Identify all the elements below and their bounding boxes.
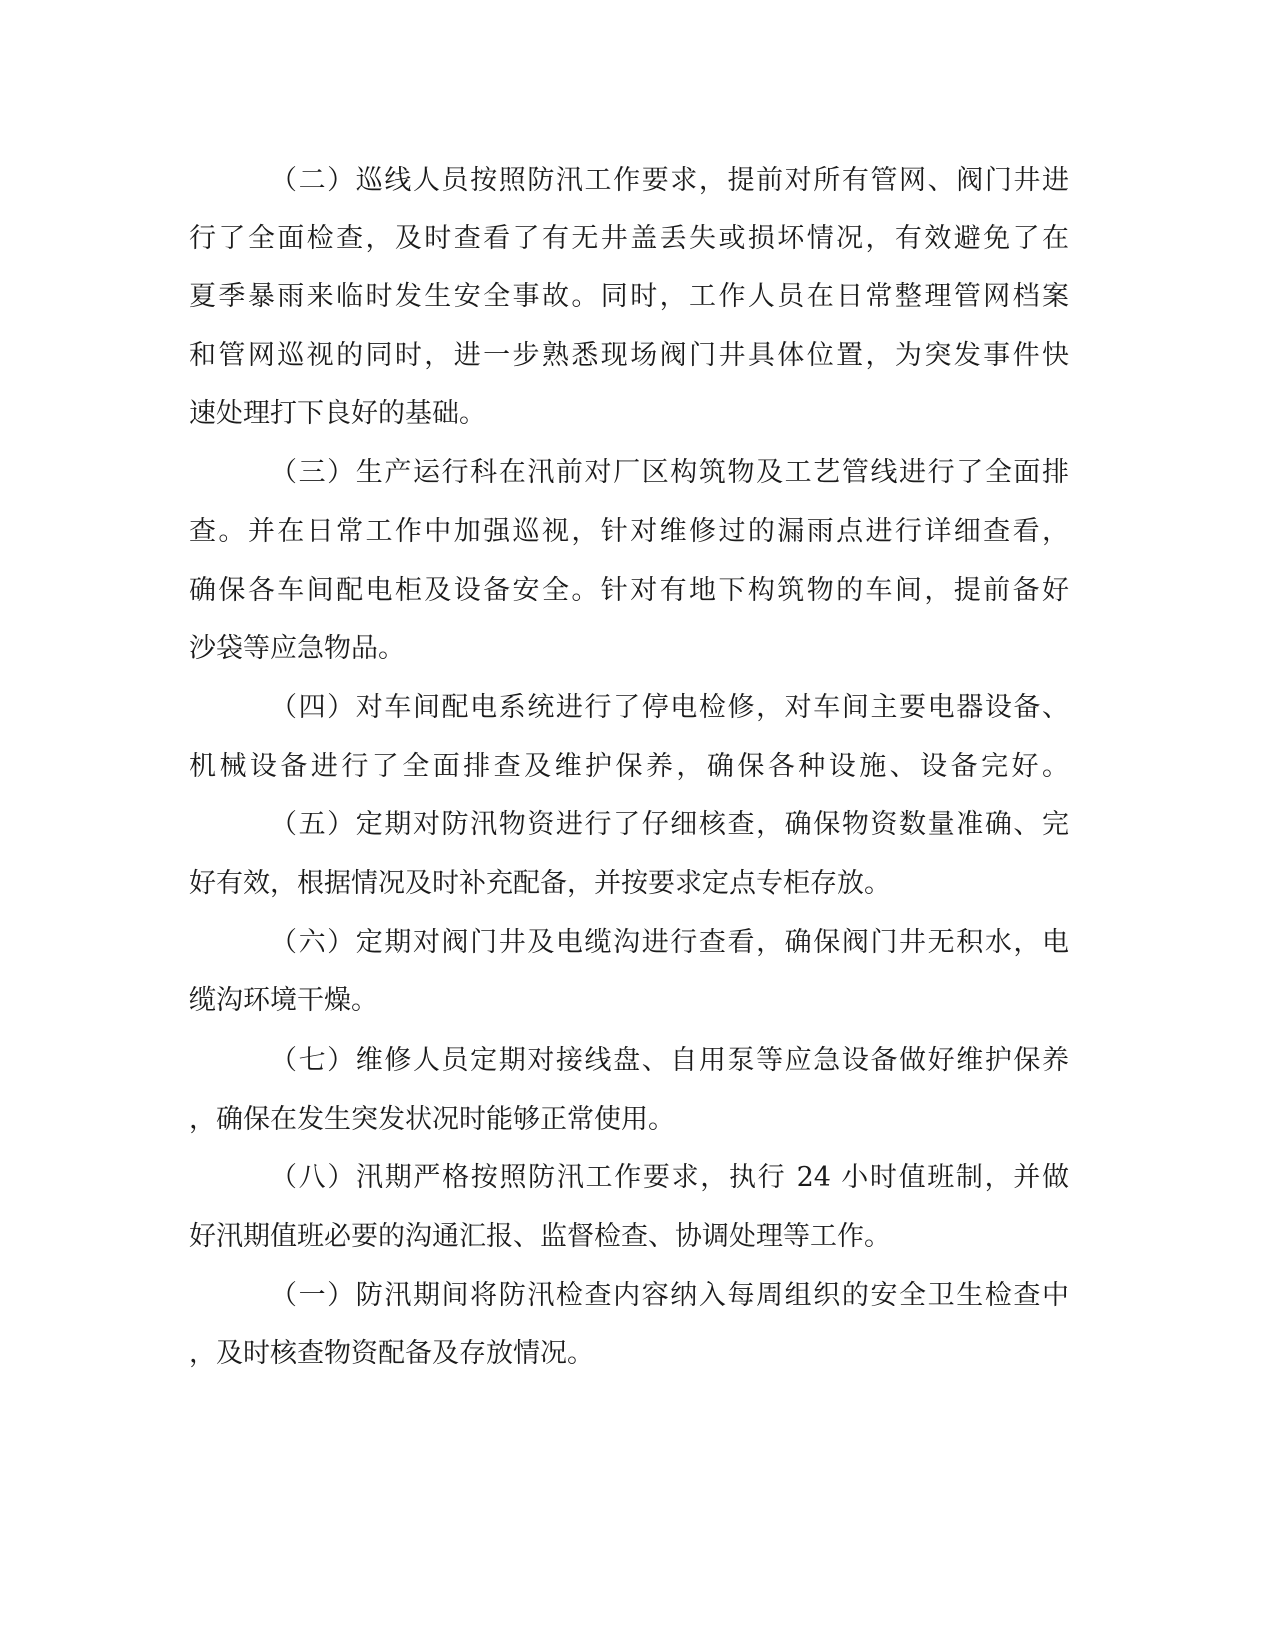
paragraph-1-line-1: （二）巡线人员按照防汛工作要求，提前对所有管网、阀门井进 xyxy=(270,165,1069,196)
paragraph-2-line-1: （三）生产运行科在汛前对厂区构筑物及工艺管线进行了全面排 xyxy=(270,457,1069,488)
paragraph-5-line-1: （六）定期对阀门井及电缆沟进行查看，确保阀门井无积水，电 xyxy=(270,927,1069,958)
paragraph-6-line-2: ，确保在发生突发状况时能够正常使用。 xyxy=(189,1104,675,1135)
paragraph-7-line-2: 好汛期值班必要的沟通汇报、监督检查、协调处理等工作。 xyxy=(189,1221,891,1252)
paragraph-1-line-3: 夏季暴雨来临时发生安全事故。同时，工作人员在日常整理管网档案 xyxy=(189,281,1069,312)
paragraph-6-line-1: （七）维修人员定期对接线盘、自用泵等应急设备做好维护保养 xyxy=(270,1045,1069,1076)
paragraph-3-line-1: （四）对车间配电系统进行了停电检修，对车间主要电器设备、 xyxy=(270,692,1069,723)
paragraph-2-line-3: 确保各车间配电柜及设备安全。针对有地下构筑物的车间，提前备好 xyxy=(189,575,1069,606)
paragraph-2-line-4: 沙袋等应急物品。 xyxy=(189,633,405,664)
paragraph-1-line-4: 和管网巡视的同时，进一步熟悉现场阀门井具体位置，为突发事件快 xyxy=(189,340,1069,371)
paragraph-1-line-5: 速处理打下良好的基础。 xyxy=(189,398,486,429)
paragraph-5-line-2: 缆沟环境干燥。 xyxy=(189,985,378,1016)
paragraph-8-line-1: （一）防汛期间将防汛检查内容纳入每周组织的安全卫生检查中 xyxy=(270,1280,1069,1311)
paragraph-3-line-2: 机械设备进行了全面排查及维护保养，确保各种设施、设备完好。 xyxy=(189,751,1069,782)
paragraph-7-line-1: （八）汛期严格按照防汛工作要求，执行 24 小时值班制，并做 xyxy=(270,1162,1069,1193)
paragraph-4-line-2: 好有效，根据情况及时补充配备，并按要求定点专柜存放。 xyxy=(189,868,891,899)
paragraph-8-line-2: ，及时核查物资配备及存放情况。 xyxy=(189,1338,594,1369)
paragraph-1-line-2: 行了全面检查，及时查看了有无井盖丢失或损坏情况，有效避免了在 xyxy=(189,223,1069,254)
paragraph-2-line-2: 查。并在日常工作中加强巡视，针对维修过的漏雨点进行详细查看， xyxy=(189,516,1069,547)
paragraph-4-line-1: （五）定期对防汛物资进行了仔细核查，确保物资数量准确、完 xyxy=(270,809,1069,840)
